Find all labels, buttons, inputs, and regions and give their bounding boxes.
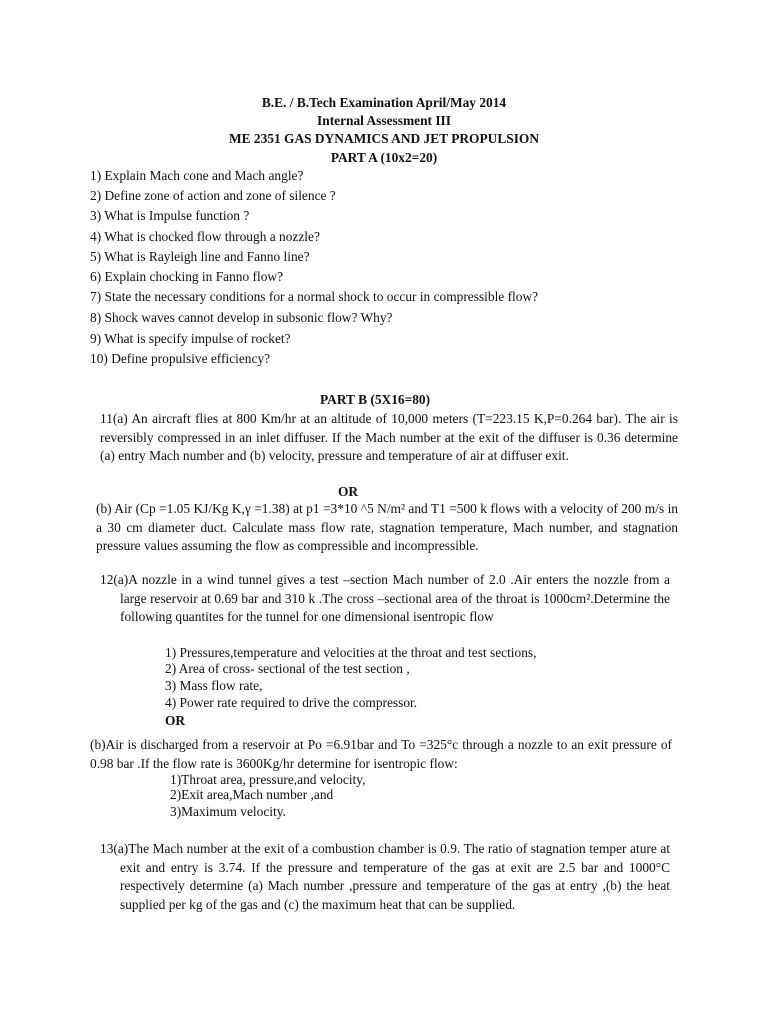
assessment-title: Internal Assessment III <box>317 113 451 128</box>
part-a-question-5: 5) What is Rayleigh line and Fanno line? <box>90 249 310 264</box>
question-12b: (b)Air is discharged from a reservoir at Po =6.91bar and To =325°c through a nozzle to an exit pressure of 0.98 bar .If the flow rate is 3600Kg/hr determine for isentropic flow: <box>90 737 672 771</box>
question-12a-item-4: 4) Power rate required to drive the compressor. <box>165 695 418 710</box>
question-12a-text: 12(a)A nozzle in a wind tunnel gives a test –section Mach number of 2.0 .Air enters the nozzle from a large reservoir at 0.69 bar and 310 k .The cross –sectional area of the throat is 1000cm².Determine the following quantites for the tunnel for one dimensional isentropic flow <box>100 572 670 624</box>
part-a-question-9: 9) What is specify impulse of rocket? <box>90 331 291 346</box>
question-12a-item-1: 1) Pressures,temperature and velocities at the throat and test sections, <box>165 645 537 660</box>
or-separator-12: OR <box>165 713 186 728</box>
question-13a: 13(a)The Mach number at the exit of a combustion chamber is 0.9. The ratio of stagnation temper ature at exit and entry is 3.74. If the pressure and temperature of the gas at exit are 2.5 bar and 1000°C respectively determine (a) Mach number ,pressure and temperature of the gas at entry ,(b) the heat supplied per kg of the gas and (c) the maximum heat that can be supplied. <box>100 841 670 912</box>
question-12a-item-2: 2) Area of cross- sectional of the test section , <box>165 661 410 676</box>
course-title: ME 2351 GAS DYNAMICS AND JET PROPULSION <box>229 131 539 146</box>
question-12a-item-3: 3) Mass flow rate, <box>165 678 263 693</box>
part-a-question-3: 3) What is Impulse function ? <box>90 208 250 223</box>
question-11a: 11(a) An aircraft flies at 800 Km/hr at an altitude of 10,000 meters (T=223.15 K,P=0.264 bar). The air is reversibly compressed in an inlet diffuser. If the Mach number at the exit of the diffuser is 0.36 determine (a) entry Mach number and (b) velocity, pressure and temperature of air at diffuser exit. <box>100 411 678 463</box>
part-a-question-6: 6) Explain chocking in Fanno flow? <box>90 269 284 284</box>
part-a-question-2: 2) Define zone of action and zone of silence ? <box>90 188 336 203</box>
question-12b-item-3: 3)Maximum velocity. <box>170 804 286 819</box>
part-a-question-8: 8) Shock waves cannot develop in subsonic flow? Why? <box>90 310 393 325</box>
part-a-question-7: 7) State the necessary conditions for a normal shock to occur in compressible flow? <box>90 289 539 304</box>
question-12b-item-1: 1)Throat area, pressure,and velocity, <box>170 772 366 787</box>
part-b-heading: PART B (5X16=80) <box>320 392 431 407</box>
or-separator-11: OR <box>338 484 359 499</box>
part-a-question-4: 4) What is chocked flow through a nozzle? <box>90 229 320 244</box>
part-a-heading: PART A (10x2=20) <box>330 150 438 165</box>
part-a-question-1: 1) Explain Mach cone and Mach angle? <box>90 168 304 183</box>
question-12a <box>100 571 670 627</box>
question-12b-item-2: 2)Exit area,Mach number ,and <box>170 787 334 802</box>
exam-title: B.E. / B.Tech Examination April/May 2014 <box>261 95 507 110</box>
part-a-question-10: 10) Define propulsive efficiency? <box>90 351 271 366</box>
question-11b: (b) Air (Cp =1.05 KJ/Kg K,γ =1.38) at p1 =3*10 ^5 N/m² and T1 =500 k flows with a velocity of 200 m/s in a 30 cm diameter duct. Calculate mass flow rate, stagnation temperature, Mach number, and stagnation pressure values assuming the flow as compressible and incompressible. <box>96 501 678 553</box>
